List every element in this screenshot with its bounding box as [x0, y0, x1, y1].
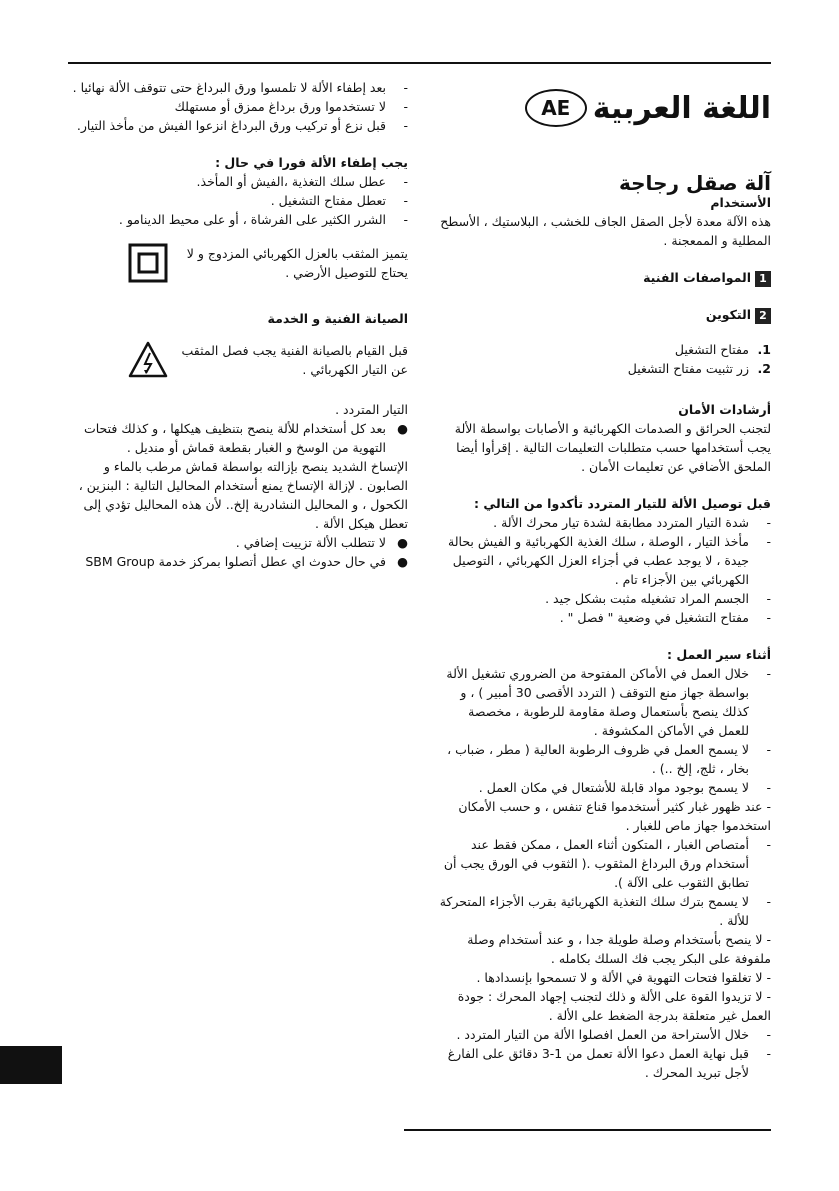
- top-rule: [68, 62, 771, 64]
- current-label: التيار المتردد .: [335, 402, 408, 417]
- list-item: ● بعد كل أستخدام للألة ينصح بتنظيف هيكلها ، و كذلك فتحات التهوية من الوسخ و الغبار بقطعة قماش أو منديل .: [83, 421, 408, 455]
- connect-list: [436, 513, 771, 627]
- double-insulation-note: [68, 243, 408, 283]
- list-item: - لا يسمح بوجود مواد قابلة للأشتعال في مكان العمل .: [478, 780, 771, 795]
- product-title: آلة صقل رجاجة: [619, 171, 771, 195]
- list-item: - لا يسمح العمل في ظروف الرطوبة العالية ( مطر ، ضباب ، بخار ، ثلج، إلخ ..) .: [447, 742, 771, 776]
- double-insulation-icon: [128, 243, 168, 283]
- list-item: - لا تزيدوا القوة على الألة و ذلك لتجنب إجهاد المحرك : جودة العمل غير متعلقة بدرجة الضغط على الألة .: [457, 989, 771, 1023]
- connect-heading: قبل توصيل الألة للتيار المتردد تأكدوا من التالي :: [474, 496, 771, 511]
- specs-heading: 1المواصفات الفنية: [436, 268, 771, 287]
- list-item: - لا ينصح بأستخدام وصلة طويلة جدا ، و عند أستخدام وصلة ملفوفة على البكر يجب فك السلك بكامله .: [467, 932, 771, 966]
- warning-text: قبل القيام بالصيانة الفنية يجب فصل المثقب عن التيار الكهربائي .: [181, 343, 408, 377]
- list-item: - قبل نزع أو تركيب ورق البرداغ انزعوا الفيش من مأخذ التيار.: [76, 118, 408, 133]
- maintenance-heading: الصيانة الفنية و الخدمة: [267, 311, 408, 326]
- list-item: - قبل نهاية العمل دعوا الألة تعمل من 1-3 دقائق على الفارغ لأجل تبريد المحرك .: [447, 1046, 771, 1080]
- list-item: - مفتاح التشغيل في وضعية " فصل " .: [559, 610, 771, 625]
- right-column: [436, 78, 771, 1082]
- maintenance-list: [68, 419, 408, 571]
- page-edge-tab: [0, 1046, 62, 1084]
- list-item: - بعد إطفاء الألة لا تلمسوا ورق البرداغ حتى تتوقف الألة نهائيا .: [72, 80, 408, 95]
- shutdown-list: [68, 172, 408, 229]
- config-number-box: 2: [755, 308, 771, 324]
- work-list: [436, 664, 771, 1082]
- bottom-rule: [404, 1129, 771, 1131]
- list-item: ● لا تتطلب الألة تزييت إضافي .: [235, 535, 408, 550]
- list-item: - خلال الأستراحة من العمل افصلوا الألة من التيار المتردد .: [456, 1027, 771, 1042]
- list-item: - عند ظهور غبار كثير أستخدموا قناع تنفس ، و حسب الأمكان استخدموا جهاز ماص للغبار .: [458, 799, 771, 833]
- list-item: - الشرر الكثير على الفرشاة ، أو على محيط الدينامو .: [118, 212, 408, 227]
- top-list: [68, 78, 408, 135]
- page-title: اللغة العربية: [592, 90, 771, 126]
- list-item: ● في حال حدوث اي عطل أتصلوا بمركز خدمة SBM Group: [85, 554, 408, 569]
- language-badge: AE: [525, 89, 587, 127]
- shutdown-heading: يجب إطفاء الألة فورا في حال :: [215, 155, 408, 170]
- warning-note: [68, 340, 408, 380]
- safety-heading: أرشادات الأمان: [678, 402, 771, 417]
- list-item: - الجسم المراد تشغيله مثبت بشكل جيد .: [545, 591, 771, 606]
- list-item: الإتساخ الشديد ينصح بإزالته بواسطة قماش مرطب بالماء و الصابون . لإزالة الإتساخ يمنع أستخدام المحاليل التالية : البنزين ، الكحول ، و المحاليل النشادرية إلخ.. لأن هذه المحاليل تؤدي إلى تعطل هيكل الألة .: [78, 459, 408, 531]
- list-item: - لا يسمح بترك سلك التغذية الكهربائية بقرب الأجزاء المتحركة للألة .: [439, 894, 771, 928]
- list-item: - لا تغلقوا فتحات التهوية في الألة و لا تسمحوا بإنسدادها .: [476, 970, 771, 985]
- work-heading: أثناء سير العمل :: [667, 647, 771, 662]
- list-item: - شدة التيار المتردد مطابقة لشدة تيار محرك الألة .: [493, 515, 771, 530]
- list-item: - مأخذ التيار ، الوصلة ، سلك الغذية الكهربائية و الفيش بحالة جيدة ، لا يوجد عطب في أجزاء العزل الكهربائي ، التوصيل الكهربائي بين الأجزاء تام .: [448, 534, 771, 587]
- config-list: [436, 340, 771, 378]
- left-column: [68, 78, 408, 571]
- specs-number-box: 1: [755, 271, 771, 287]
- usage-text: هذه الآلة معدة لأجل الصقل الجاف للخشب ، البلاستيك ، الأسطح المطلية و الممعجنة .: [440, 214, 771, 248]
- electric-hazard-icon: [128, 340, 168, 380]
- language-header: [436, 84, 771, 132]
- list-item: - أمتصاص الغبار ، المتكون أثناء العمل ، ممكن فقط عند أستخدام ورق البرداغ المثقوب .( الثقوب في الورق يجب أن تطابق الثقوب على الآلة ).: [443, 837, 771, 890]
- insulation-text: يتميز المثقب بالعزل الكهربائي المزدوج و لا يحتاج للتوصيل الأرضي .: [186, 246, 408, 280]
- list-item: - عطل سلك التغذية ،الفيش أو المأخذ.: [196, 174, 408, 189]
- safety-text: لتجنب الحرائق و الصدمات الكهربائية و الأصابات بواسطة الألة يجب أستخدامها حسب متطلبات التعليمات التالية . إقرأوا أيضا الملحق الأضافي عن تعليمات الأمان .: [454, 421, 771, 474]
- usage-heading: الأستخدام: [710, 195, 771, 210]
- config-heading: 2التكوين: [436, 305, 771, 324]
- list-item: - تعطل مفتاح التشغيل .: [270, 193, 408, 208]
- list-item: - خلال العمل في الأماكن المفتوحة من الضروري تشغيل الألة بواسطة جهاز منع التوقف ( التردد الأقصى 30 أمبير ) ، و كذلك ينصح بأستعمال وصلة مقاومة للرطوبة ، مخصصة للعمل في الأماكن المكشوفة .: [446, 666, 771, 738]
- config-item: 1. مفتاح التشغيل: [674, 342, 771, 357]
- config-item: 2. زر تثبيت مفتاح التشغيل: [627, 361, 771, 376]
- list-item: - لا تستخدموا ورق برداغ ممزق أو مستهلك: [174, 99, 408, 114]
